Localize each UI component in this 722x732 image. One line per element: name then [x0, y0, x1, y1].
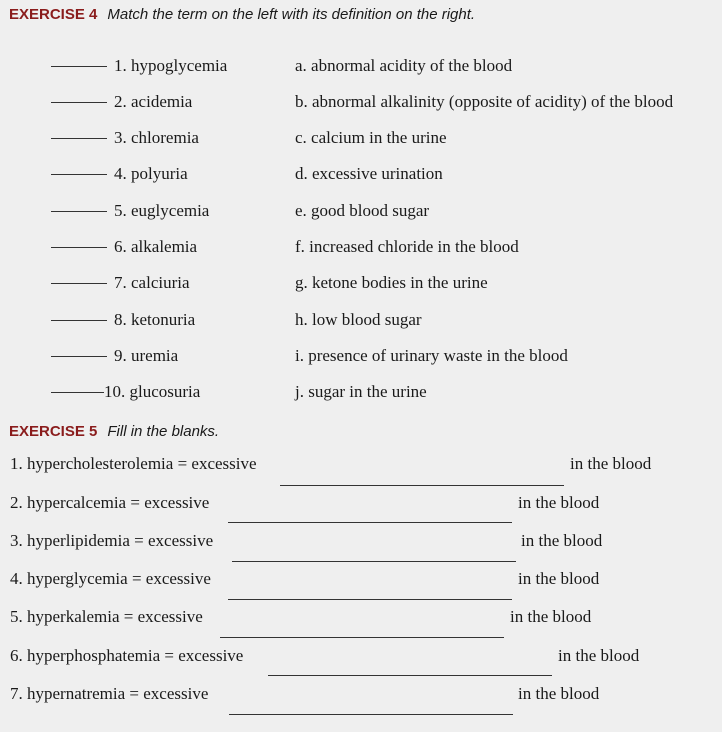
match-term: 5. euglycemia [114, 201, 210, 220]
match-row-9 [0, 345, 722, 369]
fill-suffix: in the blood [510, 607, 592, 626]
answer-blank[interactable] [51, 211, 107, 212]
match-term: 1. hypoglycemia [114, 56, 228, 75]
fill-row-1 [0, 454, 722, 492]
fill-blank[interactable] [220, 637, 504, 638]
answer-blank[interactable] [51, 247, 107, 248]
fill-row-2 [0, 493, 722, 531]
match-definition: j. sugar in the urine [295, 382, 427, 401]
match-definition: g. ketone bodies in the urine [295, 273, 488, 292]
fill-suffix: in the blood [521, 531, 603, 550]
fill-suffix: in the blood [518, 569, 600, 588]
fill-row-6 [0, 646, 722, 684]
fill-blank[interactable] [228, 522, 512, 523]
answer-blank[interactable] [51, 138, 107, 139]
match-definition: a. abnormal acidity of the blood [295, 56, 513, 75]
fill-blank[interactable] [228, 599, 512, 600]
fill-blank[interactable] [280, 485, 564, 486]
match-row-5 [0, 200, 722, 224]
exercise-4-label: EXERCISE 4 [9, 6, 98, 23]
fill-row-7 [0, 684, 722, 722]
fill-prompt: 6. hyperphosphatemia = excessive [10, 646, 244, 665]
match-term: 8. ketonuria [114, 310, 196, 329]
match-definition: d. excessive urination [295, 164, 443, 183]
fill-blank[interactable] [268, 675, 552, 676]
answer-blank[interactable] [51, 174, 107, 175]
exercise-5-instruction: Fill in the blanks. [107, 423, 220, 440]
answer-blank[interactable] [51, 392, 104, 393]
match-row-4 [0, 163, 722, 187]
match-definition: f. increased chloride in the blood [295, 237, 519, 256]
match-term: 6. alkalemia [114, 237, 198, 256]
match-definition: c. calcium in the urine [295, 128, 447, 147]
fill-prompt: 1. hypercholesterolemia = excessive [10, 454, 257, 473]
answer-blank[interactable] [51, 356, 107, 357]
fill-prompt: 3. hyperlipidemia = excessive [10, 531, 214, 550]
fill-row-4 [0, 569, 722, 607]
fill-suffix: in the blood [518, 684, 600, 703]
exercise-5-heading [9, 423, 219, 440]
fill-row-3 [0, 531, 722, 569]
fill-prompt: 4. hyperglycemia = excessive [10, 569, 211, 588]
match-term: 3. chloremia [114, 128, 199, 147]
match-term: 10. glucosuria [104, 382, 201, 401]
fill-prompt: 5. hyperkalemia = excessive [10, 607, 203, 626]
match-term: 2. acidemia [114, 92, 193, 111]
exercise-4-instruction: Match the term on the left with its definition on the right. [107, 6, 476, 23]
match-row-3 [0, 127, 722, 151]
fill-blank[interactable] [232, 561, 516, 562]
answer-blank[interactable] [51, 102, 107, 103]
fill-prompt: 2. hypercalcemia = excessive [10, 493, 210, 512]
match-definition: e. good blood sugar [295, 201, 430, 220]
fill-suffix: in the blood [518, 493, 600, 512]
match-definition: h. low blood sugar [295, 310, 422, 329]
exercise-4-heading [9, 6, 475, 23]
fill-suffix: in the blood [558, 646, 640, 665]
exercise-5-label: EXERCISE 5 [9, 423, 98, 440]
match-row-10 [0, 381, 722, 405]
match-term: 4. polyuria [114, 164, 188, 183]
fill-row-5 [0, 607, 722, 645]
match-term: 9. uremia [114, 346, 179, 365]
fill-suffix: in the blood [570, 454, 652, 473]
match-definition: b. abnormal alkalinity (opposite of acidity) of the blood [295, 92, 674, 111]
match-row-7 [0, 272, 722, 296]
answer-blank[interactable] [51, 283, 107, 284]
answer-blank[interactable] [51, 320, 107, 321]
match-definition: i. presence of urinary waste in the blood [295, 346, 568, 365]
fill-blank[interactable] [229, 714, 513, 715]
fill-prompt: 7. hypernatremia = excessive [10, 684, 209, 703]
match-row-1 [0, 55, 722, 79]
match-term: 7. calciuria [114, 273, 190, 292]
match-row-8 [0, 309, 722, 333]
match-row-6 [0, 236, 722, 260]
match-row-2 [0, 91, 722, 115]
answer-blank[interactable] [51, 66, 107, 67]
